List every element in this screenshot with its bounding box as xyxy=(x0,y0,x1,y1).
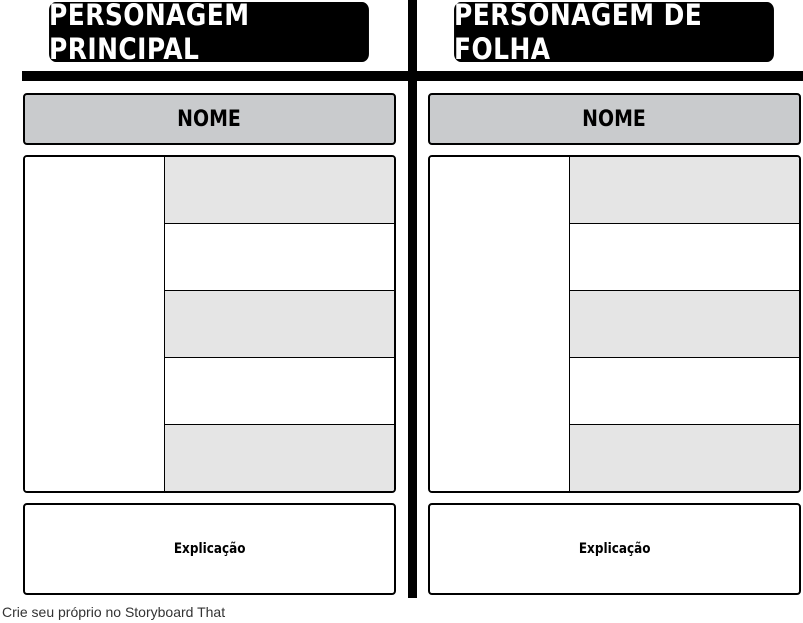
explanation-label: Explicação xyxy=(173,541,246,557)
column-title-foil-character: PERSONAGEM DE FOLHA xyxy=(454,2,774,62)
column-title-main-character: PERSONAGEM PRINCIPAL xyxy=(49,2,369,62)
name-label: NOME xyxy=(582,106,647,132)
explanation-box-foil-character[interactable] xyxy=(428,503,801,595)
name-box-foil-character[interactable] xyxy=(428,93,801,145)
portrait-cell[interactable] xyxy=(25,157,165,491)
character-panel-foil xyxy=(428,155,801,493)
attribute-row[interactable] xyxy=(570,224,799,291)
attribute-row[interactable] xyxy=(165,291,394,358)
explanation-box-main-character[interactable] xyxy=(23,503,396,595)
attribute-row[interactable] xyxy=(165,358,394,425)
name-label: NOME xyxy=(177,106,242,132)
attribute-row[interactable] xyxy=(570,291,799,358)
attribute-row[interactable] xyxy=(165,224,394,291)
attribute-row[interactable] xyxy=(570,157,799,224)
attribute-row[interactable] xyxy=(570,425,799,491)
attribute-row[interactable] xyxy=(165,157,394,224)
footer-credit: Crie seu próprio no Storyboard That xyxy=(2,604,226,620)
vertical-divider xyxy=(408,0,417,598)
name-box-main-character[interactable] xyxy=(23,93,396,145)
attribute-row[interactable] xyxy=(165,425,394,491)
attribute-row[interactable] xyxy=(570,358,799,425)
attribute-rows xyxy=(570,157,799,491)
character-panel-main xyxy=(23,155,396,493)
attribute-rows xyxy=(165,157,394,491)
portrait-cell[interactable] xyxy=(430,157,570,491)
explanation-label: Explicação xyxy=(578,541,651,557)
